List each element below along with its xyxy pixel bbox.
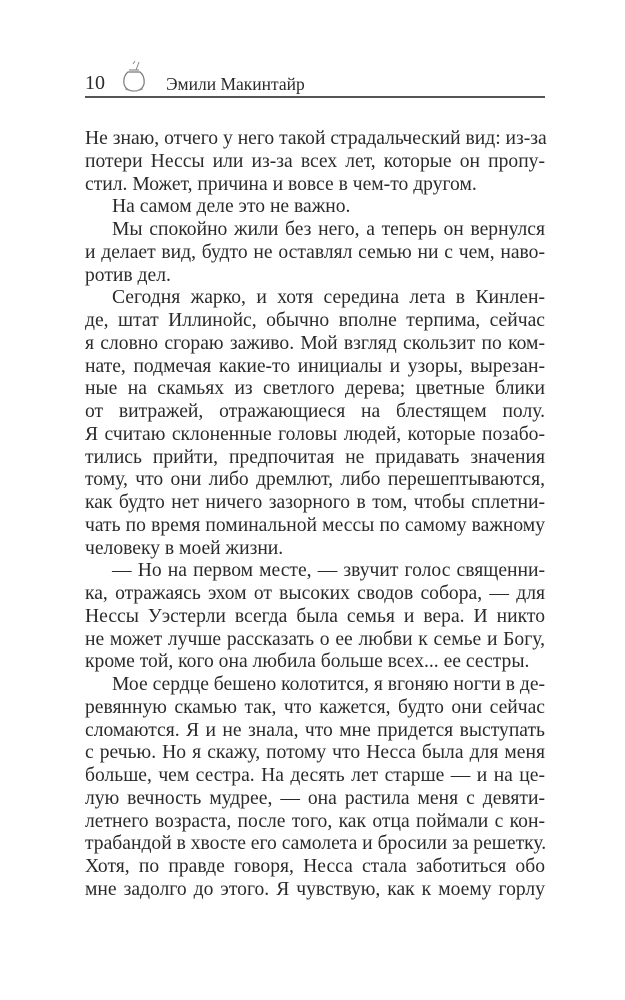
text-line: нате, подмечая какие-то инициалы и узоры, вырезан- xyxy=(85,355,545,377)
text-line: сломаются. Я и не знала, что мне придется выступать xyxy=(85,719,545,741)
text-line: летнего возраста, после того, как отца поймали с кон- xyxy=(85,810,545,832)
text-line: мне задолго до этого. Я чувствую, как к моему горлу xyxy=(85,878,545,900)
text-line: чать по время поминальной мессы по самому важному xyxy=(85,514,545,536)
text-line: ротив дел. xyxy=(85,264,171,286)
text-line: ные на скамьях из светлого дерева; цветные блики xyxy=(85,378,545,400)
text-line: лую вечность мудрее, — она растила меня с девяти- xyxy=(85,787,545,809)
paragraph xyxy=(85,128,545,196)
text-line: На самом деле это не важно. xyxy=(112,196,351,218)
text-line: трабандой в хвосте его самолета и бросили за решетку. xyxy=(85,833,547,855)
pot-icon xyxy=(119,60,149,94)
text-line: ка, отражаясь эхом от высоких сводов собора, — для xyxy=(85,583,545,604)
text-line: я словно сгораю заживо. Мой взгляд скользит по ком- xyxy=(85,332,545,354)
paragraph xyxy=(85,196,545,219)
text-line: от витражей, отражающиеся на блестящем полу. xyxy=(85,401,545,422)
text-line: человеку в моей жизни. xyxy=(85,537,284,559)
text-line: стил. Может, причина и вовсе в чем-то другом. xyxy=(85,173,477,195)
text-line: ревянную скамью так, что кажется, будто они сейчас xyxy=(85,696,545,718)
text-line: тому, что они либо дремлют, либо перешептываются, xyxy=(85,469,545,491)
text-line: Мое сердце бешено колотится, я вгоняю ногти в де- xyxy=(112,674,546,695)
text-line: потери Нессы или из-за всех лет, которые он пропу- xyxy=(85,150,545,172)
text-line: тились прийти, предпочитая не придавать значения xyxy=(85,446,545,468)
text-line: Нессы Уэстерли всегда была семья и вера. И никто xyxy=(85,605,545,627)
text-line: Я считаю склоненные головы людей, которые позабо- xyxy=(85,423,545,445)
running-header xyxy=(85,66,545,98)
paragraph xyxy=(85,560,545,674)
text-line: как будто нет ничего зазорного в том, чтобы сплетни- xyxy=(85,492,545,513)
author-name: Эмили Макинтайр xyxy=(166,74,305,94)
paragraph xyxy=(85,287,545,560)
text-line: де, штат Иллинойс, обычно вполне терпима, сейчас xyxy=(85,310,545,331)
page-body xyxy=(85,128,545,902)
text-line: Мы спокойно жили без него, а теперь он вернулся xyxy=(112,219,545,240)
text-line: больше, чем сестра. На десять лет старше — и на це- xyxy=(85,765,545,786)
text-line: и делает вид, будто не оставлял семью ни с чем, наво- xyxy=(85,241,545,263)
page-number: 10 xyxy=(85,72,105,94)
paragraph xyxy=(85,674,545,902)
text-line: — Но на первом месте, — звучит голос священни- xyxy=(112,560,545,582)
text-line: Не знаю, отчего у него такой страдальческий вид: из-за xyxy=(85,128,547,149)
text-line: кроме той, кого она любила больше всех... ее сестры. xyxy=(85,651,530,673)
paragraph xyxy=(85,219,545,287)
text-line: Сегодня жарко, и хотя середина лета в Кинлен- xyxy=(112,287,545,309)
text-line: Хотя, по правде говоря, Несса стала заботиться обо xyxy=(85,856,545,877)
text-line: не может лучше рассказать о ее любви к семье и Богу, xyxy=(85,628,545,650)
text-line: с речью. Но я скажу, потому что Несса была для меня xyxy=(85,742,545,764)
